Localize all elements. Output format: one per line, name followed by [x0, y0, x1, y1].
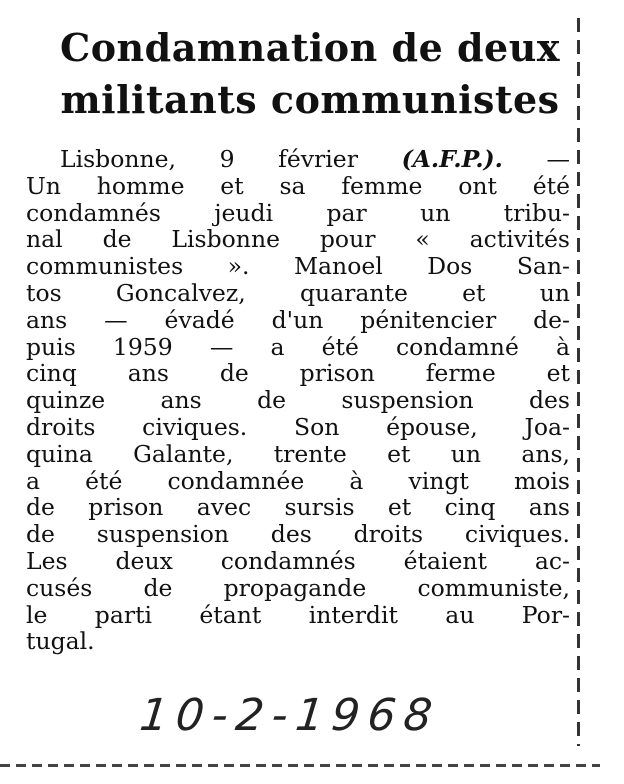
- headline: [40, 22, 580, 126]
- article-line: de prison avec sursis et cinq ans: [26, 493, 570, 522]
- article-line: nal de Lisbonne pour « activités: [26, 225, 570, 254]
- headline-line-2: militants communistes: [60, 77, 560, 122]
- dateline-place: Lisbonne, 9 février: [60, 145, 358, 173]
- article-line: tos Goncalvez, quarante et un: [26, 278, 570, 307]
- article-line: droits civiques. Son épouse, Joa-: [26, 412, 570, 441]
- cut-edge: [0, 764, 600, 767]
- column-rule: [577, 18, 580, 746]
- article-line: a été condamnée à vingt mois: [26, 466, 570, 495]
- article-line: le parti étant interdit au Por-: [26, 600, 570, 629]
- article-line: condamnés jeudi par un tribu-: [26, 198, 570, 227]
- dateline-dash: —: [546, 145, 570, 173]
- dateline-agency: (A.F.P.).: [401, 145, 503, 173]
- article-line: Un homme et sa femme ont été: [26, 171, 570, 200]
- article-body: [26, 146, 570, 655]
- article-line: de suspension des droits civiques.: [26, 520, 570, 549]
- article-line-last: tugal.: [26, 627, 95, 656]
- article-line: ans — évadé d'un pénitencier de-: [26, 305, 570, 334]
- headline-line-1: Condamnation de deux: [59, 25, 561, 70]
- article-line: puis 1959 — a été condamné à: [26, 332, 570, 361]
- article-line: Les deux condamnés étaient ac-: [26, 546, 570, 575]
- dateline: [26, 146, 570, 173]
- article-line: cinq ans de prison ferme et: [26, 359, 570, 388]
- handwritten-date: 10-2-1968: [137, 690, 443, 741]
- article-line: quinze ans de suspension des: [26, 386, 570, 415]
- article-line: cusés de propagande communiste,: [26, 573, 570, 602]
- article-line: quina Galante, trente et un ans,: [26, 439, 570, 468]
- article-line: communistes ». Manoel Dos San-: [26, 252, 570, 281]
